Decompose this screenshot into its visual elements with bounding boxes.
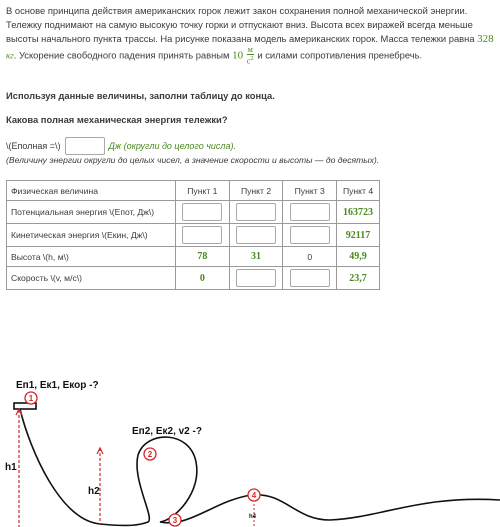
- v2-input[interactable]: [236, 269, 276, 287]
- header-point-1: Пункт 1: [176, 181, 230, 201]
- task-intro: [6, 4, 494, 66]
- rounding-hint: (Величину энергии округли до целых чисел, а значение скорости и высоты — до десятых).: [6, 155, 380, 165]
- point-3-label: 3: [172, 516, 178, 525]
- intro-text-2: . Ускорение свободного падения принять равным: [13, 49, 230, 61]
- table-row: [7, 267, 380, 290]
- h2-label: h2: [88, 486, 100, 497]
- point-1-caption: Eп1, Eк1, Eкор -?: [16, 380, 99, 391]
- table-row: [7, 201, 380, 224]
- point-2-label: 2: [147, 450, 153, 459]
- h3-value: 0: [283, 247, 337, 267]
- point-4-marker: [248, 489, 260, 501]
- g-value: 10: [232, 49, 244, 62]
- point-4-label: 4: [251, 491, 257, 500]
- instruction-text: Используя данные величины, заполни таблицу до конца.: [6, 90, 275, 101]
- ep4-value: 163723: [337, 201, 380, 224]
- ek2-input[interactable]: [236, 226, 276, 244]
- roller-coaster-figure: [0, 370, 500, 527]
- header-quantity: Физическая величина: [7, 181, 176, 201]
- mass-value: 328: [477, 33, 494, 45]
- energy-unit-hint: Дж (округли до целого числа).: [108, 141, 236, 151]
- cell-input-v3: [283, 267, 337, 290]
- mass-unit: кг: [6, 50, 14, 61]
- header-point-4: Пункт 4: [337, 181, 380, 201]
- point-2-caption: Eп2, Eк2, v2 -?: [132, 426, 202, 437]
- h1-label: h1: [5, 462, 17, 473]
- energy-answer-line: [6, 137, 236, 155]
- row-label-height: Высота \(h, м\): [7, 247, 176, 267]
- energy-label: \(Еполная =\): [6, 141, 61, 151]
- row-label-kinetic: Кинетическая энергия \(Екин, Дж\): [7, 224, 176, 247]
- question-text: Какова полная механическая энергия тележки?: [6, 114, 228, 125]
- table-row: [7, 247, 380, 267]
- cell-input-ep1: [176, 201, 230, 224]
- quantities-table: [6, 180, 380, 290]
- row-label-speed: Скорость \(v, м/с\): [7, 267, 176, 290]
- h4-label: h4: [249, 514, 257, 520]
- table-row: [7, 224, 380, 247]
- ep1-input[interactable]: [182, 203, 222, 221]
- cell-input-ek2: [229, 224, 283, 247]
- cell-input-ek1: [176, 224, 230, 247]
- point-3-marker: [169, 514, 181, 526]
- h1-value: 78: [176, 247, 230, 267]
- h4-value: 49,9: [337, 247, 380, 267]
- ek1-input[interactable]: [182, 226, 222, 244]
- row-label-potential: Потенциальная энергия \(Епот, Дж\): [7, 201, 176, 224]
- ep2-input[interactable]: [236, 203, 276, 221]
- g-unit-den-letter: с: [246, 56, 251, 66]
- cell-input-ep2: [229, 201, 283, 224]
- point-1-marker: [25, 392, 37, 404]
- g-unit-power: 2: [250, 55, 254, 62]
- point-1-label: 1: [28, 394, 34, 403]
- cell-input-ep3: [283, 201, 337, 224]
- header-point-2: Пункт 2: [229, 181, 283, 201]
- intro-text: В основе принципа действия американских горок лежит закон сохранения полной механической энергии. Тележку поднимают на самую высокую точку горки и отпускают вниз. Высота всех виражей всегда меньше высоты начального пункта трассы. На рисунке показана модель американских горок. Масса тележки равна: [6, 5, 475, 44]
- task-container: [6, 4, 494, 284]
- track-path: [20, 409, 500, 525]
- cell-input-v2: [229, 267, 283, 290]
- point-2-marker: [144, 448, 156, 460]
- v1-value: 0: [176, 267, 230, 290]
- v3-input[interactable]: [290, 269, 330, 287]
- ep3-input[interactable]: [290, 203, 330, 221]
- table-header-row: [7, 181, 380, 201]
- g-unit-den: [247, 55, 254, 66]
- h2-value: 31: [229, 247, 283, 267]
- ek3-input[interactable]: [290, 226, 330, 244]
- g-unit-num: м: [247, 45, 253, 54]
- v4-value: 23,7: [337, 267, 380, 290]
- ek4-value: 92117: [337, 224, 380, 247]
- cell-input-ek3: [283, 224, 337, 247]
- total-energy-input[interactable]: [65, 137, 105, 155]
- intro-text-3: и силами сопротивления пренебречь.: [257, 49, 423, 61]
- header-point-3: Пункт 3: [283, 181, 337, 201]
- g-unit: [247, 46, 254, 66]
